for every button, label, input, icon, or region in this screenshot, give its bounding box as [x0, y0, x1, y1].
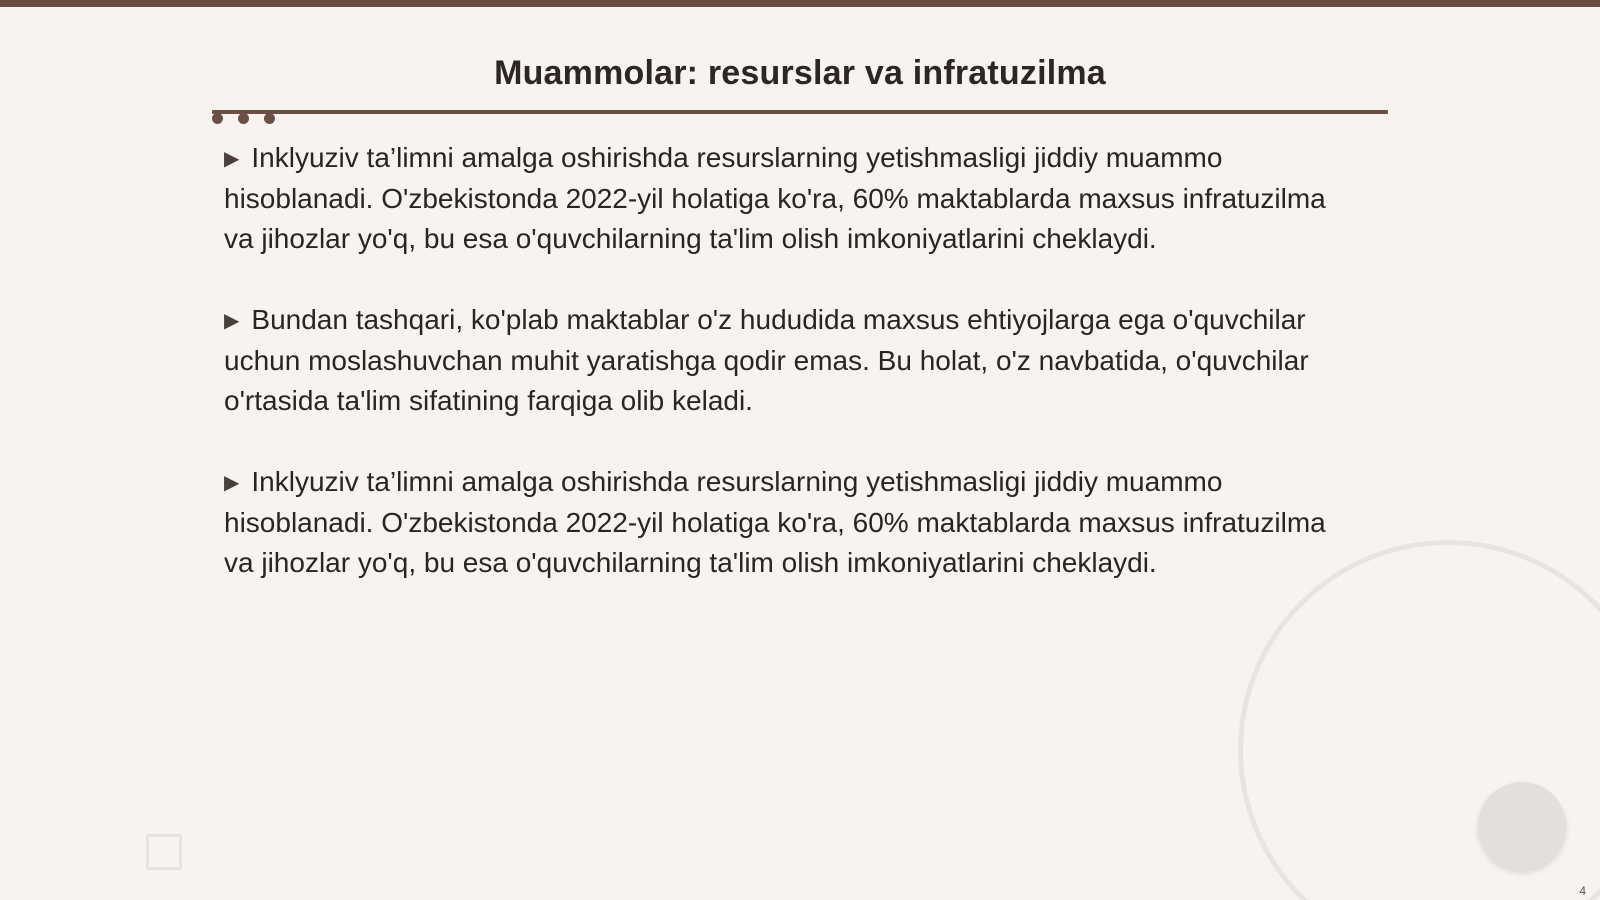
triangle-right-icon: ▶ [224, 310, 240, 332]
triangle-right-icon: ▶ [224, 148, 240, 170]
square-outline-icon [146, 834, 182, 870]
triangle-right-icon: ▶ [224, 472, 240, 494]
dot-icon [238, 113, 249, 124]
slide-title: Muammolar: resurslar va infratuzilma [494, 54, 1106, 92]
top-accent-bar [0, 0, 1600, 7]
title-divider [212, 110, 1388, 114]
bullet-list [224, 138, 1344, 624]
circle-decoration [1478, 782, 1566, 870]
dot-icon [212, 113, 223, 124]
dot-icon [264, 113, 275, 124]
page-number: 4 [1579, 884, 1586, 898]
bullet-paragraph-3 [224, 462, 1344, 583]
paragraph-text: Inklyuziv ta’limni amalga oshirishda resurslarning yetishmasligi jiddiy muammo hisoblanadi. O'zbekistonda 2022-yil holatiga ko'ra, 60% maktablarda maxsus infratuzilma va jihozlar yo'q, bu esa o'quvchilarning ta'lim olish imkoniyatlarini cheklaydi. [224, 142, 1326, 254]
bullet-paragraph-1 [224, 138, 1344, 259]
paragraph-text: Inklyuziv ta’limni amalga oshirishda resurslarning yetishmasligi jiddiy muammo hisoblanadi. O'zbekistonda 2022-yil holatiga ko'ra, 60% maktablarda maxsus infratuzilma va jihozlar yo'q, bu esa o'quvchilarning ta'lim olish imkoniyatlarini cheklaydi. [224, 466, 1326, 578]
bullet-paragraph-2 [224, 300, 1344, 421]
title-dots [212, 113, 282, 125]
paragraph-text: Bundan tashqari, ko'plab maktablar o'z hududida maxsus ehtiyojlarga ega o'quvchilar uchun moslashuvchan muhit yaratishga qodir emas. Bu holat, o'z navbatida, o'quvchilar o'rtasida ta'lim sifatining farqiga olib keladi. [224, 304, 1309, 416]
